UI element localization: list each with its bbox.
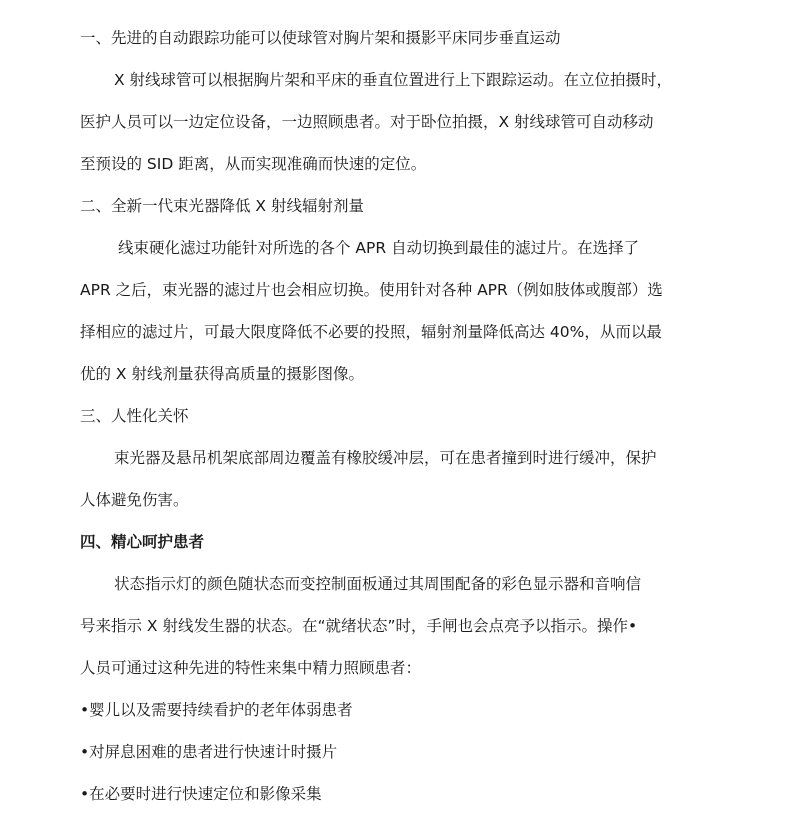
section-3-line-2: 人体避免伤害。 [80,491,189,509]
bullet-item-2: •对屏息困难的患者进行快速计时摄片 [80,743,338,761]
section-1-line-1: X 射线球管可以根据胸片架和平床的垂直位置进行上下跟踪运动。在立位拍摄时， [114,71,673,89]
section-3-heading: 三、人性化关怀 [80,407,189,425]
section-4-heading: 四、精心呵护患者 [80,533,205,551]
section-2-line-2: APR 之后，束光器的滤过片也会相应切换。使用针对各种 APR（例如肢体或腹部）选 [80,281,663,299]
section-1-line-3: 至预设的 SID 距离，从而实现准确而快速的定位。 [80,155,427,173]
section-4-line-1: 状态指示灯的颜色随状态而变控制面板通过其周围配备的彩色显示器和音响信 [114,575,642,593]
bullet-item-1: •婴儿以及需要持续看护的老年体弱患者 [80,701,353,719]
section-4-line-3: 人员可通过这种先进的特性来集中精力照顾患者： [80,659,422,677]
section-3-line-1: 束光器及悬吊机架底部周边覆盖有橡胶缓冲层，可在患者撞到时进行缓冲，保护 [114,449,657,467]
section-1-heading: 一、先进的自动跟踪功能可以使球管对胸片架和摄影平床同步垂直运动 [80,29,561,47]
section-2-line-3: 择相应的滤过片，可最大限度降低不必要的投照，辐射剂量降低高达 40%，从而以最 [80,323,662,341]
bullet-item-3: •在必要时进行快速定位和影像采集 [80,785,322,803]
section-2-line-1: 线束硬化滤过功能针对所选的各个 APR 自动切换到最佳的滤过片。在选择了 [118,239,640,257]
section-2-heading: 二、全新一代束光器降低 X 射线辐射剂量 [80,197,364,215]
section-4-line-2: 号来指示 X 射线发生器的状态。在“就绪状态”时，手闸也会点亮予以指示。操作• [80,617,638,635]
section-2-line-4: 优的 X 射线剂量获得高质量的摄影图像。 [80,365,364,383]
section-1-line-2: 医护人员可以一边定位设备，一边照顾患者。对于卧位拍摄，X 射线球管可自动移动 [80,113,654,131]
